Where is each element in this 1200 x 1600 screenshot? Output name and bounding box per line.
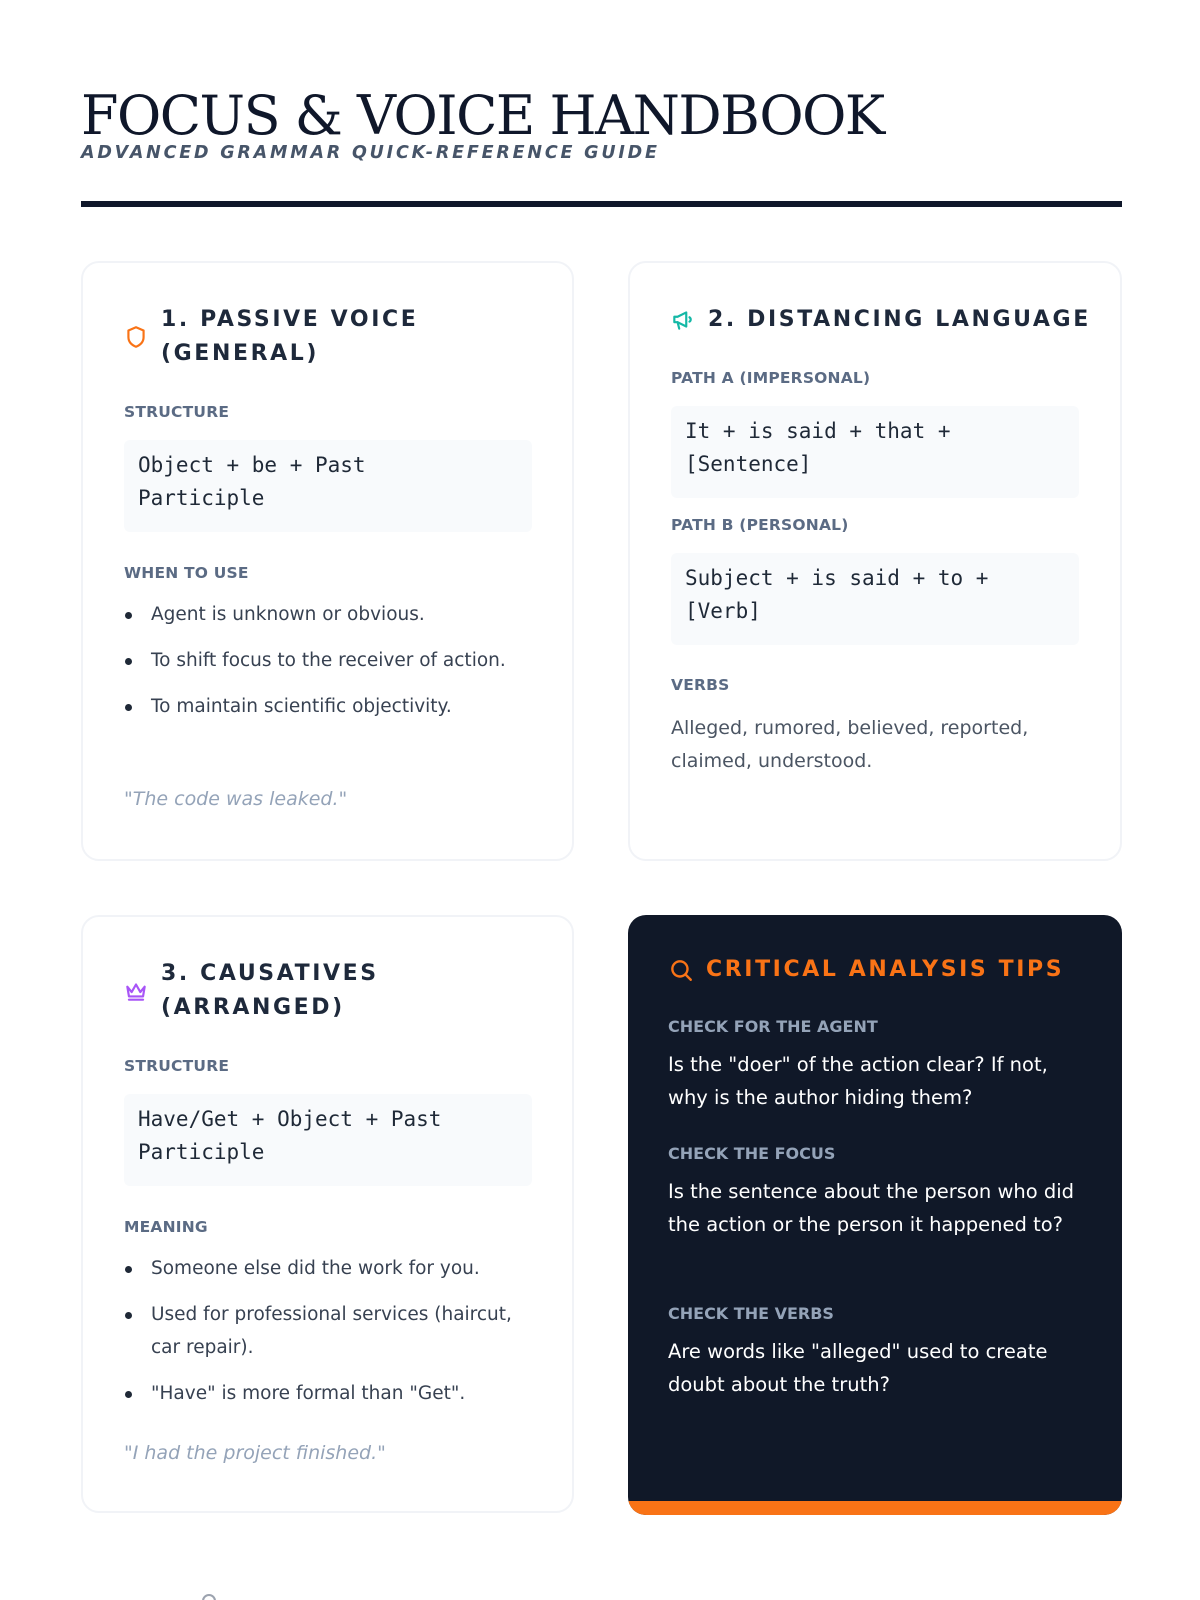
list-item: Someone else did the work for you. [124, 1252, 544, 1285]
path-a-label: PATH A (IMPERSONAL) [671, 369, 871, 387]
list-item: Used for professional services (haircut, car repair). [124, 1298, 544, 1364]
causatives-title-line-1: 3. CAUSATIVES [161, 961, 379, 986]
causatives-header [123, 957, 379, 1025]
verbs-text: Alleged, rumored, believed, reported, claimed, understood. [671, 717, 1029, 772]
passive-when-label: WHEN TO USE [124, 564, 249, 582]
passive-structure-line-1: Object + be + Past [138, 453, 366, 477]
path-a-line-1: It + is said + that + [685, 419, 951, 443]
path-a-line-2: [Sentence] [685, 452, 812, 476]
path-b-line-2: [Verb] [685, 599, 761, 623]
megaphone-icon [670, 307, 696, 333]
causatives-structure-line-1: Have/Get + Object + Past [138, 1107, 442, 1131]
causatives-structure-formula [124, 1094, 532, 1186]
passive-structure-formula [124, 440, 532, 532]
causatives-example: "I had the project finished." [124, 1442, 386, 1464]
passive-structure-label: STRUCTURE [124, 403, 230, 421]
tip-label-verbs: CHECK THE VERBS [668, 1304, 834, 1323]
causatives-title [161, 957, 379, 1025]
distancing-language-card [628, 261, 1122, 861]
tip-text-focus: Is the sentence about the person who did the action or the person it happened to? [668, 1180, 1075, 1236]
list-item: "Have" is more formal than "Get". [124, 1377, 544, 1410]
causatives-title-line-2: (ARRANGED) [161, 995, 345, 1020]
tip-text-verbs: Are words like "alleged" used to create doubt about the truth? [668, 1340, 1048, 1396]
tip-label-agent: CHECK FOR THE AGENT [668, 1017, 878, 1036]
causatives-structure-label: STRUCTURE [124, 1057, 230, 1075]
crown-icon [123, 978, 149, 1004]
footer-ornament-left [202, 1594, 216, 1600]
page-subtitle: ADVANCED GRAMMAR QUICK-REFERENCE GUIDE [81, 143, 660, 163]
list-item: Agent is unknown or obvious. [124, 598, 544, 631]
path-a-formula [671, 406, 1079, 498]
passive-voice-card [81, 261, 574, 861]
page-title: FOCUS & VOICE HANDBOOK [81, 84, 884, 147]
path-b-label: PATH B (PERSONAL) [671, 516, 849, 534]
distancing-language-header [670, 303, 1091, 337]
passive-structure-line-2: Participle [138, 486, 265, 510]
accent-bar [628, 1501, 1122, 1515]
causatives-card [81, 915, 574, 1513]
path-b-line-1: Subject + is said + to + [685, 566, 989, 590]
list-item: To shift focus to the receiver of action. [124, 644, 544, 677]
tip-label-focus: CHECK THE FOCUS [668, 1144, 836, 1163]
critical-analysis-card [628, 915, 1122, 1515]
passive-voice-header [123, 303, 418, 371]
causatives-meaning-list [124, 1252, 544, 1423]
passive-example: "The code was leaked." [124, 788, 348, 810]
passive-voice-title [161, 303, 418, 371]
passive-voice-title-line-1: 1. PASSIVE VOICE [161, 307, 419, 332]
tip-text-agent: Is the "doer" of the action clear? If not, why is the author hiding them? [668, 1053, 1048, 1109]
causatives-meaning-label: MEANING [124, 1218, 208, 1236]
header-divider [81, 201, 1122, 207]
shield-icon [123, 324, 149, 350]
passive-voice-title-line-2: (GENERAL) [161, 341, 320, 366]
critical-analysis-header [668, 955, 1064, 985]
page-header [81, 82, 1121, 164]
causatives-structure-line-2: Participle [138, 1140, 265, 1164]
critical-analysis-title: CRITICAL ANALYSIS TIPS [706, 957, 1065, 982]
list-item: To maintain scientific objectivity. [124, 690, 544, 723]
path-b-formula [671, 553, 1079, 645]
search-icon [668, 957, 694, 983]
verbs-label: VERBS [671, 676, 730, 694]
passive-usage-list [124, 598, 544, 736]
distancing-language-title: 2. DISTANCING LANGUAGE [708, 307, 1091, 332]
